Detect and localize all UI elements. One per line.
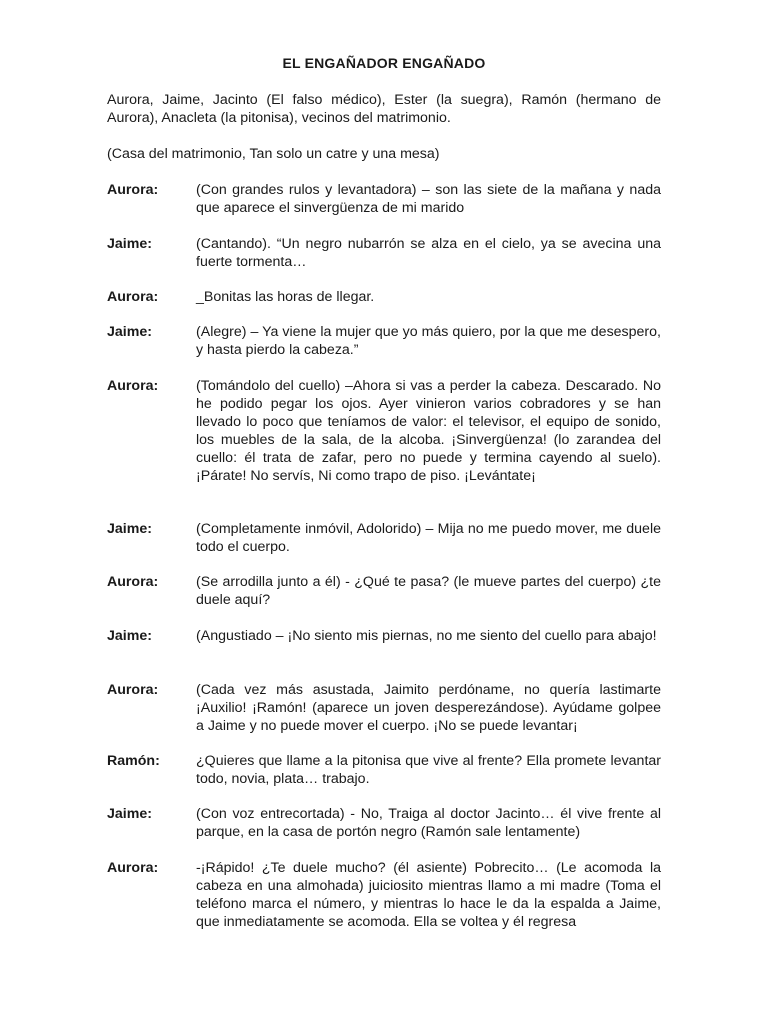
dialogue-line: ¿Quieres que llame a la pitonisa que vive al frente? Ella promete levantar todo, novia, plata… trabajo. (196, 753, 661, 787)
speaker-name: Jaime: (107, 628, 152, 644)
dialogue-line: (Con grandes rulos y levantadora) – son las siete de la mañana y nada que aparece el sinvergüenza de mi marido (196, 182, 661, 216)
dialogue-line: _Bonitas las horas de llegar. (196, 289, 375, 305)
dialogue-line: (Alegre) – Ya viene la mujer que yo más quiero, por la que me desespero, y hasta pierdo la cabeza.” (196, 324, 661, 358)
dialogue-line: (Se arrodilla junto a él) - ¿Qué te pasa? (le mueve partes del cuerpo) ¿te duele aquí? (196, 574, 661, 608)
dialogue-line: -¡Rápido! ¿Te duele mucho? (él asiente) Pobrecito… (Le acomoda la cabeza en una almohada) juiciosito mientras llamo a mi madre (Toma el teléfono marca el número, y mientras lo hace le da la espalda a Jaime, que inmediatamente se acomoda. Ella se voltea y él regresa (196, 860, 661, 930)
speaker-name: Jaime: (107, 806, 152, 822)
dialogue-line: (Cantando). “Un negro nubarrón se alza en el cielo, ya se avecina una fuerte tormenta… (196, 236, 661, 270)
speaker-name: Jaime: (107, 236, 152, 252)
dialogue-line: (Cada vez más asustada, Jaimito perdóname, no quería lastimarte ¡Auxilio! ¡Ramón! (aparece un joven desperezándose). Ayúdame golpee a Jaime y no puede mover el cuerpo. ¡No se puede levantar¡ (196, 682, 661, 734)
speaker-name: Aurora: (107, 574, 159, 590)
speaker-name: Aurora: (107, 289, 159, 305)
cast-list: Aurora, Jaime, Jacinto (El falso médico), Ester (la suegra), Ramón (hermano de Aurora), Anacleta (la pitonisa), vecinos del matrimonio. (107, 92, 661, 126)
dialogue-line: (Con voz entrecortada) - No, Traiga al doctor Jacinto… él vive frente al parque, en la casa de portón negro (Ramón sale lentamente) (196, 806, 661, 840)
speaker-name: Jaime: (107, 521, 152, 537)
dialogue-line: (Angustiado – ¡No siento mis piernas, no me siento del cuello para abajo! (196, 628, 657, 644)
dialogue-line: (Completamente inmóvil, Adolorido) – Mija no me puedo mover, me duele todo el cuerpo. (196, 521, 661, 555)
dialogue-line: (Tomándolo del cuello) –Ahora si vas a perder la cabeza. Descarado. No he podido pegar los ojos. Ayer vinieron varios cobradores y se han llevado lo poco que teníamos de valor: el televisor, el equipo de sonido, los muebles de la sala, de la alcoba. ¡Sinvergüenza! (lo zarandea del cuello: él trata de zafar, pero no puede y termina cayendo al suelo). ¡Párate! No servís, Ni como trapo de piso. ¡Levántate¡ (196, 378, 661, 484)
speaker-name: Aurora: (107, 378, 159, 394)
speaker-name: Aurora: (107, 860, 159, 876)
speaker-name: Ramón: (107, 753, 160, 769)
speaker-name: Aurora: (107, 182, 159, 198)
speaker-name: Aurora: (107, 682, 159, 698)
document-title: EL ENGAÑADOR ENGAÑADO (282, 55, 486, 71)
stage-setting: (Casa del matrimonio, Tan solo un catre y una mesa) (107, 146, 440, 162)
speaker-name: Jaime: (107, 324, 152, 340)
